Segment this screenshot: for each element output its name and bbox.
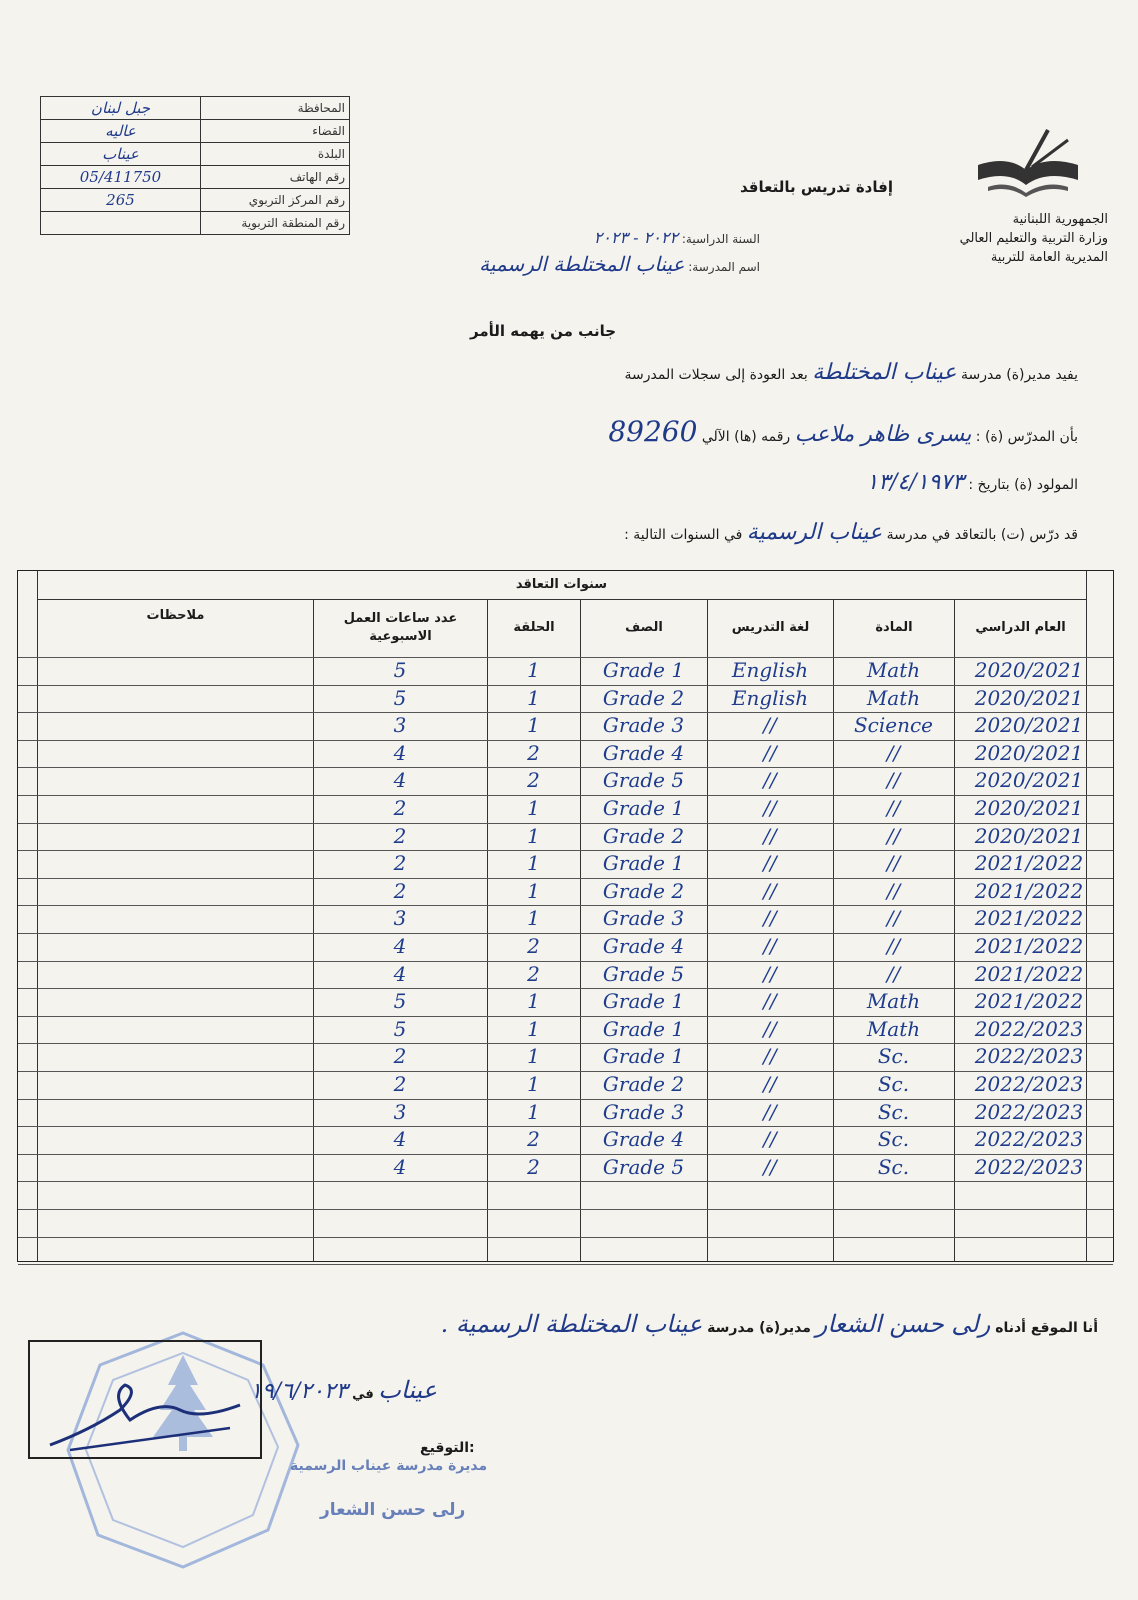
line4-prefix: قد درّس (ت) بالتعاقد في مدرسة <box>886 527 1078 543</box>
info-label: المحافظة <box>201 97 350 120</box>
header-language: لغة التدريس <box>707 599 833 657</box>
line1-school-hand: عيناب المختلطة <box>812 360 957 385</box>
cell-language: // <box>763 823 777 848</box>
cell-subject: Math <box>866 989 921 1014</box>
cell-cycle: 1 <box>527 878 540 903</box>
cell-subject: Math <box>866 1016 921 1041</box>
cell-hours: 5 <box>393 989 407 1014</box>
cell-year: 2022/2023 <box>974 1127 1084 1152</box>
cell-grade: Grade 3 <box>602 713 685 738</box>
contract-years-table <box>17 570 1114 1262</box>
table-column-line <box>833 599 834 1261</box>
header-hours: عدد ساعات العمل الاسبوعية <box>313 599 487 657</box>
cell-hours: 4 <box>393 1127 407 1152</box>
cell-year: 2021/2022 <box>974 989 1084 1014</box>
cell-cycle: 1 <box>527 658 540 682</box>
info-value: 265 <box>41 189 201 212</box>
ministry-logo <box>968 125 1088 205</box>
cell-subject: Math <box>866 658 921 682</box>
ministry-line-3: المديرية العامة للتربية <box>990 250 1108 265</box>
cell-grade: Grade 2 <box>602 823 685 848</box>
cell-year: 2021/2022 <box>974 961 1084 986</box>
header-subject: المادة <box>833 599 954 657</box>
signer-school-hand: عيناب المختلطة الرسمية . <box>440 1310 703 1338</box>
cell-year: 2020/2021 <box>974 740 1084 765</box>
cell-year: 2022/2023 <box>974 1072 1084 1096</box>
table-column-line <box>487 599 488 1261</box>
cell-language: // <box>763 1154 777 1179</box>
cell-cycle: 1 <box>527 713 540 738</box>
cell-grade: Grade 1 <box>602 1016 685 1041</box>
cell-grade: Grade 5 <box>602 768 685 793</box>
cell-cycle: 2 <box>527 768 540 793</box>
school-name-label: اسم المدرسة: <box>688 260 760 274</box>
cell-grade: Grade 5 <box>602 961 685 986</box>
signer-mid: مدير(ة) مدرسة <box>707 1320 811 1336</box>
cell-language: English <box>731 685 809 710</box>
cell-grade: Grade 2 <box>602 685 685 710</box>
cell-subject: // <box>886 934 901 958</box>
cell-language: // <box>763 1072 777 1096</box>
cell-year: 2020/2021 <box>974 823 1084 848</box>
table-column-line <box>313 599 314 1261</box>
cell-language: English <box>731 658 809 682</box>
cell-subject: Science <box>853 713 934 738</box>
info-label: رقم المركز التربوي <box>201 189 350 212</box>
cell-year: 2021/2022 <box>974 878 1084 903</box>
cell-language: // <box>763 878 777 903</box>
line1-suffix: بعد العودة إلى سجلات المدرسة <box>624 367 808 383</box>
info-value: جبل لبنان <box>41 97 201 120</box>
cell-subject: // <box>886 796 901 820</box>
teacher-name-hand: يسرى ظاهر ملاعب <box>794 422 972 447</box>
statement-line-4 <box>378 520 1078 545</box>
cell-hours: 4 <box>393 934 407 958</box>
cell-subject: Math <box>866 685 921 710</box>
cell-cycle: 1 <box>527 1099 540 1124</box>
cell-year: 2020/2021 <box>974 685 1084 710</box>
cell-hours: 3 <box>393 1099 407 1124</box>
form-title: إفادة تدريس بالتعاقد <box>740 178 893 196</box>
cell-subject: Sc. <box>877 1072 910 1096</box>
info-label: البلدة <box>201 143 350 166</box>
ministry-line-2: وزارة التربية والتعليم العالي <box>959 231 1108 246</box>
cell-grade: Grade 1 <box>602 1044 685 1069</box>
table-column-line <box>37 571 38 1261</box>
cell-language: // <box>763 768 777 793</box>
cell-subject: Sc. <box>877 1099 910 1124</box>
cell-hours: 4 <box>393 1154 407 1179</box>
cell-grade: Grade 4 <box>602 740 685 765</box>
cell-year: 2021/2022 <box>974 851 1084 876</box>
cell-cycle: 2 <box>527 934 540 958</box>
cell-cycle: 2 <box>527 740 540 765</box>
cell-cycle: 1 <box>527 685 540 710</box>
header-cycle: الحلقة <box>487 599 580 657</box>
cell-hours: 3 <box>393 906 407 931</box>
statement-line-2 <box>298 415 1078 448</box>
cell-grade: Grade 2 <box>602 878 685 903</box>
table-row-line <box>18 1264 1113 1265</box>
birth-date-hand: ١٣/٤/١٩٧٣ <box>866 470 964 495</box>
info-row <box>41 97 350 120</box>
cell-hours: 2 <box>393 878 407 903</box>
signer-prefix: أنا الموقع أدناه <box>995 1320 1098 1336</box>
header-notes: ملاحظات <box>37 599 313 657</box>
stamp-text-title: مديرة مدرسة عيناب الرسمية <box>290 1458 488 1474</box>
info-box <box>40 96 350 235</box>
cell-cycle: 1 <box>527 1044 540 1069</box>
line2-mid: رقمه (ها) الآلي <box>701 429 791 445</box>
cell-grade: Grade 3 <box>602 1099 685 1124</box>
school-year-line <box>380 228 760 247</box>
cell-year: 2022/2023 <box>974 1016 1084 1041</box>
info-row <box>41 166 350 189</box>
to-whom-it-may-concern: جانب من يهمه الأمر <box>470 322 617 340</box>
line4-suffix: في السنوات التالية : <box>624 527 743 543</box>
cell-hours: 4 <box>393 740 407 765</box>
statement-line-3 <box>578 470 1078 495</box>
statement-line-1 <box>378 360 1078 385</box>
school-year-label: السنة الدراسية: <box>681 232 760 246</box>
cell-hours: 2 <box>393 1072 407 1096</box>
cell-subject: // <box>886 740 901 765</box>
line1-prefix: يفيد مدير(ة) مدرسة <box>960 367 1078 383</box>
cell-year: 2021/2022 <box>974 934 1084 958</box>
line4-school-hand: عيناب الرسمية <box>746 520 883 545</box>
cell-language: // <box>763 796 777 820</box>
cell-cycle: 2 <box>527 1127 540 1152</box>
teacher-number-hand: 89260 <box>608 415 698 448</box>
header-year: العام الدراسي <box>954 599 1086 657</box>
cell-cycle: 2 <box>527 961 540 986</box>
cell-language: // <box>763 934 777 958</box>
cell-grade: Grade 3 <box>602 906 685 931</box>
table-row-line <box>18 1181 1113 1182</box>
stamp-text-name: رلى حسن الشعار <box>320 1500 466 1520</box>
cell-subject: Sc. <box>877 1154 910 1179</box>
cell-language: // <box>763 989 777 1014</box>
cell-year: 2020/2021 <box>974 768 1084 793</box>
header-grade: الصف <box>580 599 707 657</box>
signer-name-hand: رلى حسن الشعار <box>815 1310 991 1338</box>
signature-label: التوقيع: <box>420 1440 475 1456</box>
cell-year: 2021/2022 <box>974 906 1084 931</box>
cell-hours: 4 <box>393 768 407 793</box>
cell-subject: // <box>886 851 901 876</box>
table-row-line <box>18 1237 1113 1238</box>
cell-grade: Grade 5 <box>602 1154 685 1179</box>
cell-cycle: 1 <box>527 989 540 1014</box>
cell-grade: Grade 1 <box>602 851 685 876</box>
cell-grade: Grade 1 <box>602 989 685 1014</box>
cell-hours: 5 <box>393 1016 407 1041</box>
info-value: عيناب <box>41 143 201 166</box>
cell-subject: // <box>886 878 901 903</box>
table-column-line <box>707 599 708 1261</box>
table-caption: سنوات التعاقد <box>37 571 1086 600</box>
cell-subject: Sc. <box>877 1127 910 1152</box>
cell-language: // <box>763 1099 777 1124</box>
ministry-header <box>868 210 1108 267</box>
cell-year: 2022/2023 <box>974 1099 1084 1124</box>
info-row <box>41 212 350 235</box>
school-name-line <box>380 252 760 276</box>
cell-hours: 5 <box>393 685 407 710</box>
cell-grade: Grade 4 <box>602 934 685 958</box>
cell-cycle: 1 <box>527 1016 540 1041</box>
cell-subject: // <box>886 823 901 848</box>
cell-language: // <box>763 713 777 738</box>
cell-cycle: 1 <box>527 906 540 931</box>
signature-scribble <box>30 1350 260 1460</box>
ministry-line-1: الجمهورية اللبنانية <box>1012 212 1108 227</box>
cell-hours: 2 <box>393 823 407 848</box>
line2-prefix: بأن المدرّس (ة) : <box>975 429 1078 445</box>
info-label: القضاء <box>201 120 350 143</box>
cell-grade: Grade 1 <box>602 658 685 682</box>
cell-hours: 2 <box>393 796 407 820</box>
cell-language: // <box>763 1044 777 1069</box>
cell-language: // <box>763 1016 777 1041</box>
school-year-value: ٢٠٢٢ - ٢٠٢٣ <box>593 228 679 247</box>
cell-cycle: 1 <box>527 796 540 820</box>
info-value: 05/411750 <box>41 166 201 189</box>
line3-prefix: المولود (ة) بتاريخ : <box>968 477 1078 493</box>
school-name-value: عيناب المختلطة الرسمية <box>479 252 685 276</box>
cell-subject: // <box>886 768 901 793</box>
cell-language: // <box>763 906 777 931</box>
cell-hours: 3 <box>393 713 407 738</box>
info-row <box>41 120 350 143</box>
cell-cycle: 2 <box>527 1154 540 1179</box>
cell-subject: // <box>886 961 901 986</box>
info-label: رقم الهاتف <box>201 166 350 189</box>
cell-year: 2020/2021 <box>974 796 1084 820</box>
cell-grade: Grade 1 <box>602 796 685 820</box>
cell-grade: Grade 2 <box>602 1072 685 1096</box>
table-column-line <box>954 599 955 1261</box>
cell-language: // <box>763 1127 777 1152</box>
info-row <box>41 143 350 166</box>
table-row-line <box>18 1209 1113 1210</box>
cell-language: // <box>763 740 777 765</box>
cell-language: // <box>763 961 777 986</box>
place-date-line <box>250 1376 650 1404</box>
cell-year: 2020/2021 <box>974 713 1084 738</box>
place-hand: عيناب <box>378 1376 437 1404</box>
cell-year: 2022/2023 <box>974 1044 1084 1069</box>
cell-year: 2022/2023 <box>974 1154 1084 1179</box>
date-label: في <box>352 1387 374 1402</box>
cell-hours: 2 <box>393 851 407 876</box>
cell-hours: 4 <box>393 961 407 986</box>
cell-hours: 5 <box>393 658 407 682</box>
table-header <box>37 599 1086 657</box>
date-hand: ١٩/٦/٢٠٢٣ <box>250 1379 348 1404</box>
info-label: رقم المنطقة التربوية <box>201 212 350 235</box>
cell-grade: Grade 4 <box>602 1127 685 1152</box>
cell-language: // <box>763 851 777 876</box>
cell-cycle: 1 <box>527 1072 540 1096</box>
cell-year: 2020/2021 <box>974 658 1084 682</box>
info-row <box>41 189 350 212</box>
cell-hours: 2 <box>393 1044 407 1069</box>
info-value: عاليه <box>41 120 201 143</box>
cell-subject: // <box>886 906 901 931</box>
cell-cycle: 1 <box>527 851 540 876</box>
table-column-line <box>580 599 581 1261</box>
cell-cycle: 1 <box>527 823 540 848</box>
info-value <box>41 212 201 235</box>
cell-subject: Sc. <box>877 1044 910 1069</box>
